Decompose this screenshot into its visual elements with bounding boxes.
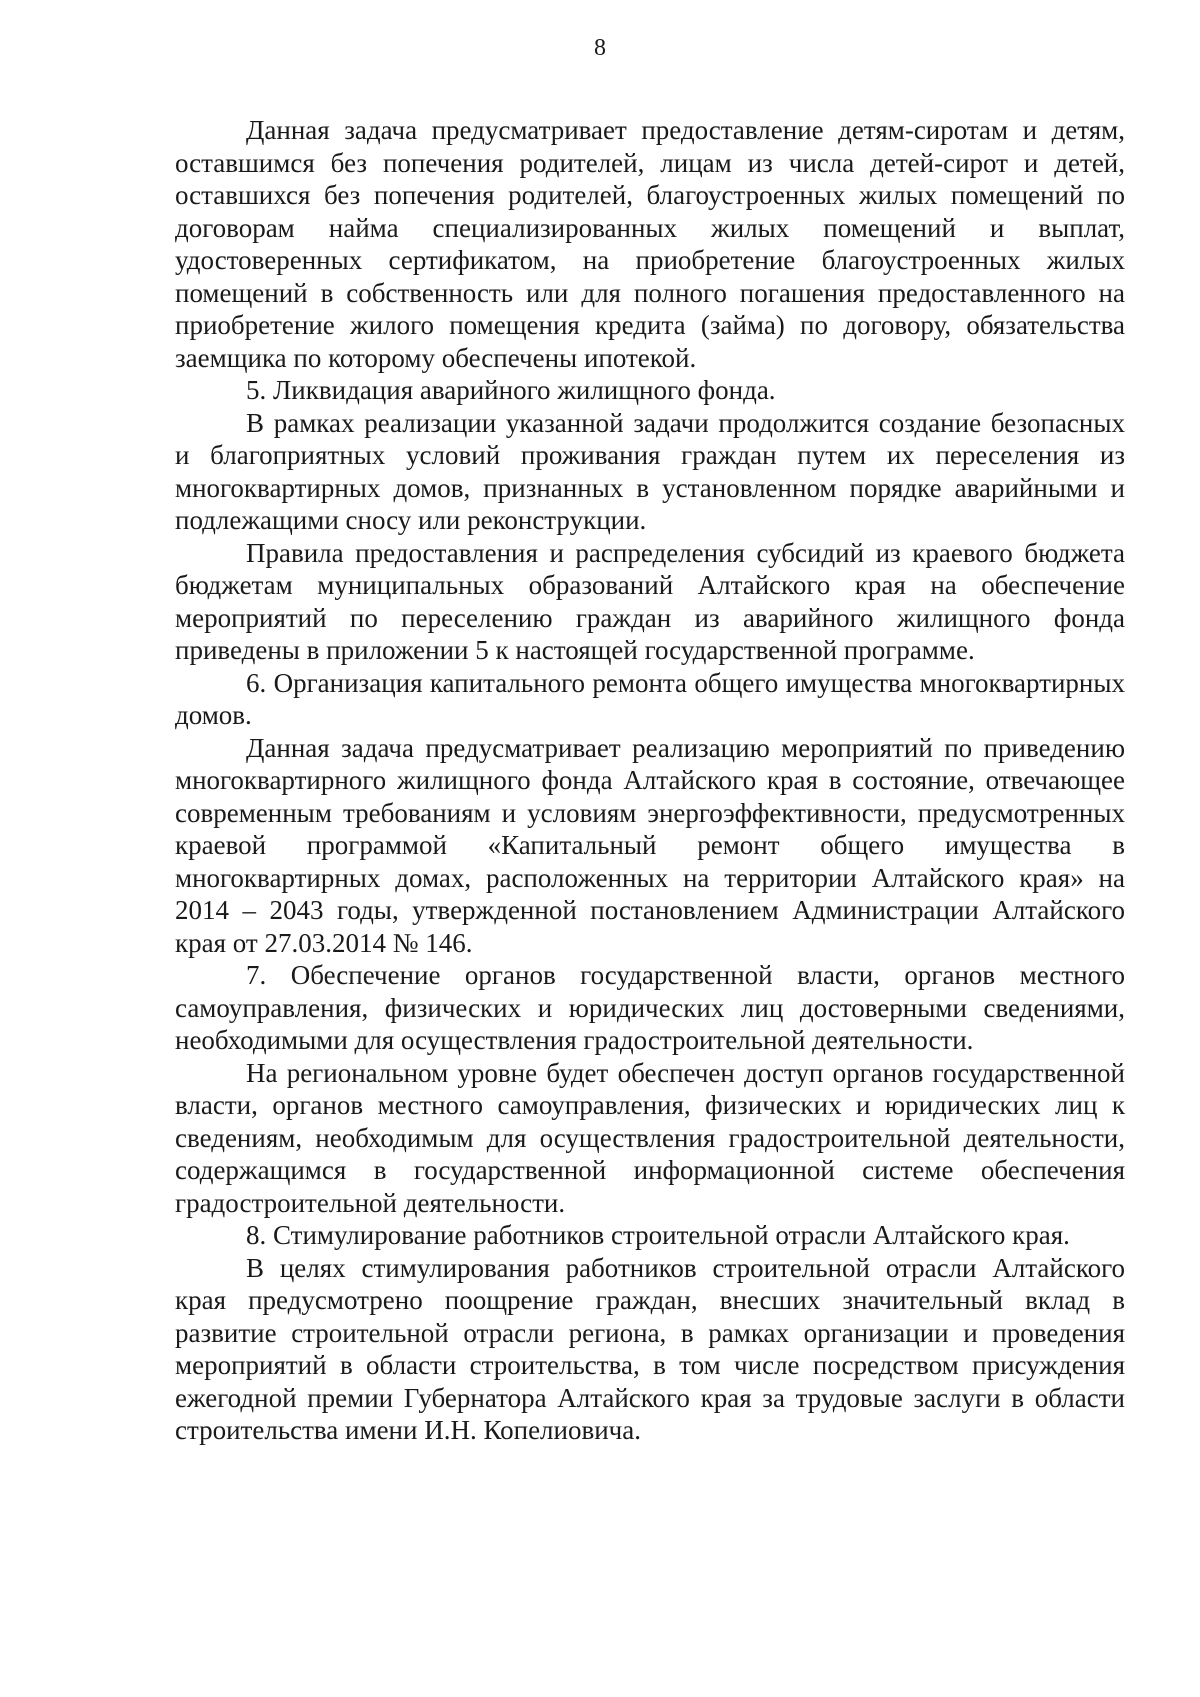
task-7-heading: 7. Обеспечение органов государственной власти, органов местного самоуправления, физических и юридических лиц достоверными сведениями, необходимыми для осуществления градостроительной деятельности. [175,960,1125,1055]
paragraph-task-7-description: На региональном уровне будет обеспечен доступ органов государственной власти, органов местного самоуправления, физических и юридических лиц к сведениям, необходимым для осуществления градостроительной деятельности, содержащимся в государственной информационной системе обеспечения градостроительной деятельности. [175,1057,1125,1218]
task-8-heading: 8. Стимулирование работников строительной отрасли Алтайского края. [246,1220,1070,1250]
paragraph-task-4-description: Данная задача предусматривает предоставление детям-сиротам и детям, оставшимся без попечения родителей, лицам из числа детей-сирот и детей, оставшихся без попечения родителей, благоустроенных жилых помещений по договорам найма специализированных жилых помещений и выплат, удостоверенных сертификатом, на приобретение благоустроенных жилых помещений в собственность или для полного погашения предоставленного на приобретение жилого помещения кредита (займа) по договору, обязательства заемщика по которому обеспечены ипотекой. [175,115,1125,373]
paragraph-task-5-description: В рамках реализации указанной задачи продолжится создание безопасных и благоприятных условий проживания граждан путем их переселения из многоквартирных домов, признанных в установленном порядке аварийными и подлежащими сносу или реконструкции. [175,407,1125,535]
paragraph-task-8-description: В целях стимулирования работников строительной отрасли Алтайского края предусмотрено поощрение граждан, внесших значительный вклад в развитие строительной отрасли региона, в рамках организации и проведения мероприятий в области строительства, в том числе посредством присуждения ежегодной премии Губернатора Алтайского края за трудовые заслуги в области строительства имени И.Н. Копелиовича. [175,1252,1125,1445]
document-body [175,114,1125,1447]
task-6-heading: 6. Организация капитального ремонта общего имущества многоквартирных домов. [175,667,1125,730]
paragraph-subsidy-rules: Правила предоставления и распределения субсидий из краевого бюджета бюджетам муниципальных образований Алтайского края на обеспечение мероприятий по переселению граждан из аварийного жилищного фонда приведены в приложении 5 к настоящей государственной программе. [175,537,1125,665]
paragraph-task-6-description: Данная задача предусматривает реализацию мероприятий по приведению многоквартирного жилищного фонда Алтайского края в состояние, отвечающее современным требованиям и условиям энергоэффективности, предусмотренных краевой программой «Капитальный ремонт общего имущества в многоквартирных домах, расположенных на территории Алтайского края» на 2014 – 2043 годы, утвержденной постановлением Администрации Алтайского края от 27.03.2014 № 146. [175,732,1125,958]
page-number: 8 [594,35,606,61]
task-5-heading: 5. Ликвидация аварийного жилищного фонда. [246,375,776,405]
